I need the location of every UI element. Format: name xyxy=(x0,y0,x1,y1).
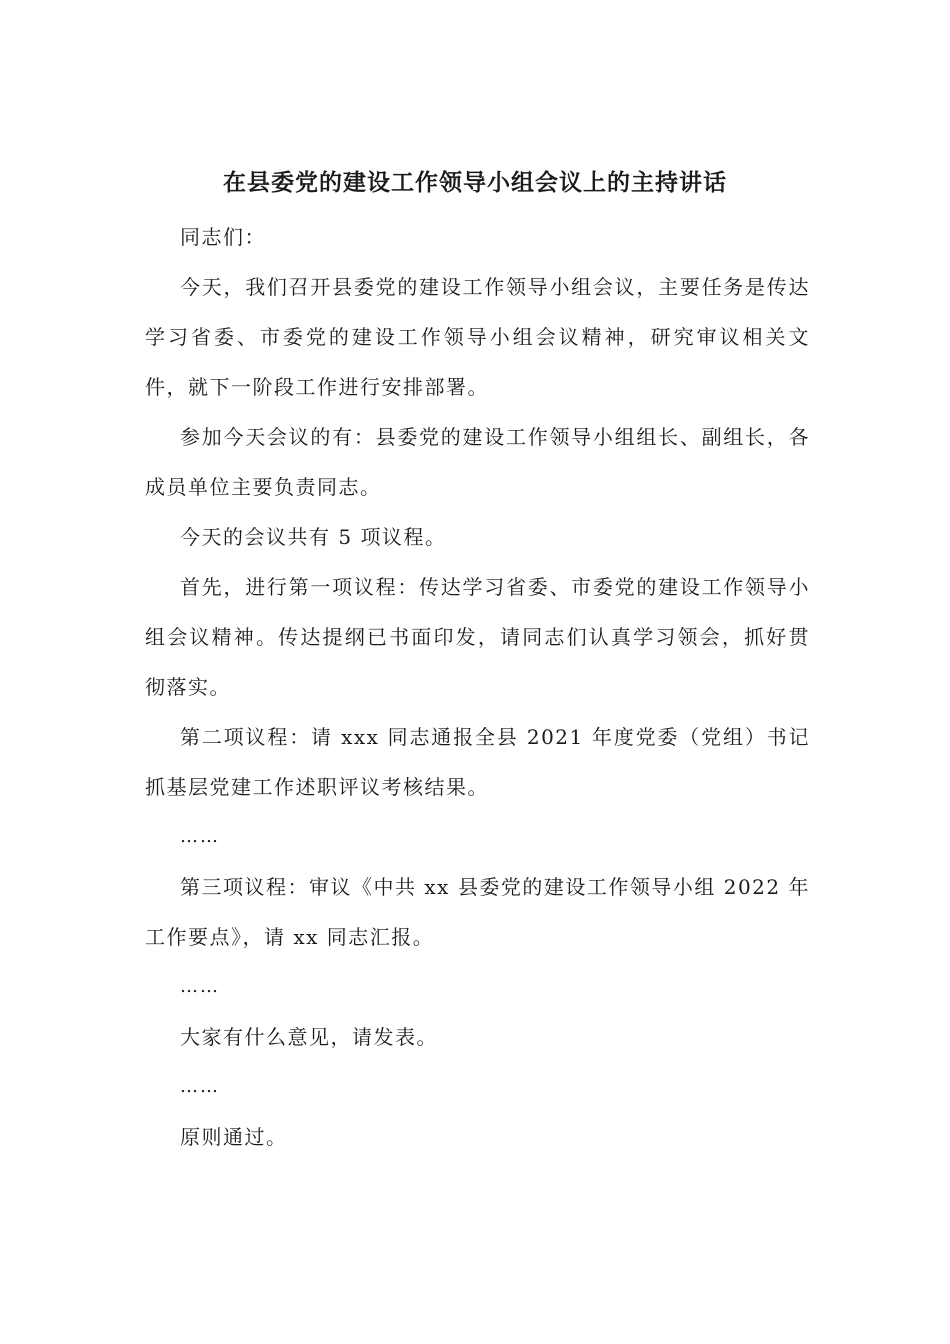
paragraph-approved: 原则通过。 xyxy=(180,1125,288,1149)
ellipsis-1: …… xyxy=(180,826,220,847)
paragraph-invite-opinions: 大家有什么意见，请发表。 xyxy=(180,1025,438,1049)
paragraph-agenda-count: 今天的会议共有 5 项议程。 xyxy=(180,525,447,549)
document-body xyxy=(145,212,810,1162)
paragraph-meeting-purpose: 今天，我们召开县委党的建设工作领导小组会议，主要任务是传达学习省委、市委党的建设工作领导小组会议精神，研究审议相关文件，就下一阶段工作进行安排部署。 xyxy=(145,275,810,399)
paragraph-agenda-item-1: 首先，进行第一项议程：传达学习省委、市委党的建设工作领导小组会议精神。传达提纲已书面印发，请同志们认真学习领会，抓好贯彻落实。 xyxy=(145,575,810,699)
paragraph-agenda-item-3: 第三项议程：审议《中共 xx 县委党的建设工作领导小组 2022 年工作要点》，请 xx 同志汇报。 xyxy=(145,875,810,949)
paragraph-attendees: 参加今天会议的有：县委党的建设工作领导小组组长、副组长，各成员单位主要负责同志。 xyxy=(145,425,810,499)
ellipsis-2: …… xyxy=(180,976,220,997)
paragraph-salutation: 同志们： xyxy=(180,225,266,249)
paragraph-agenda-item-2: 第二项议程：请 xxx 同志通报全县 2021 年度党委（党组）书记抓基层党建工作述职评议考核结果。 xyxy=(145,725,810,799)
document-title: 在县委党的建设工作领导小组会议上的主持讲话 xyxy=(223,170,727,197)
ellipsis-3: …… xyxy=(180,1076,220,1097)
